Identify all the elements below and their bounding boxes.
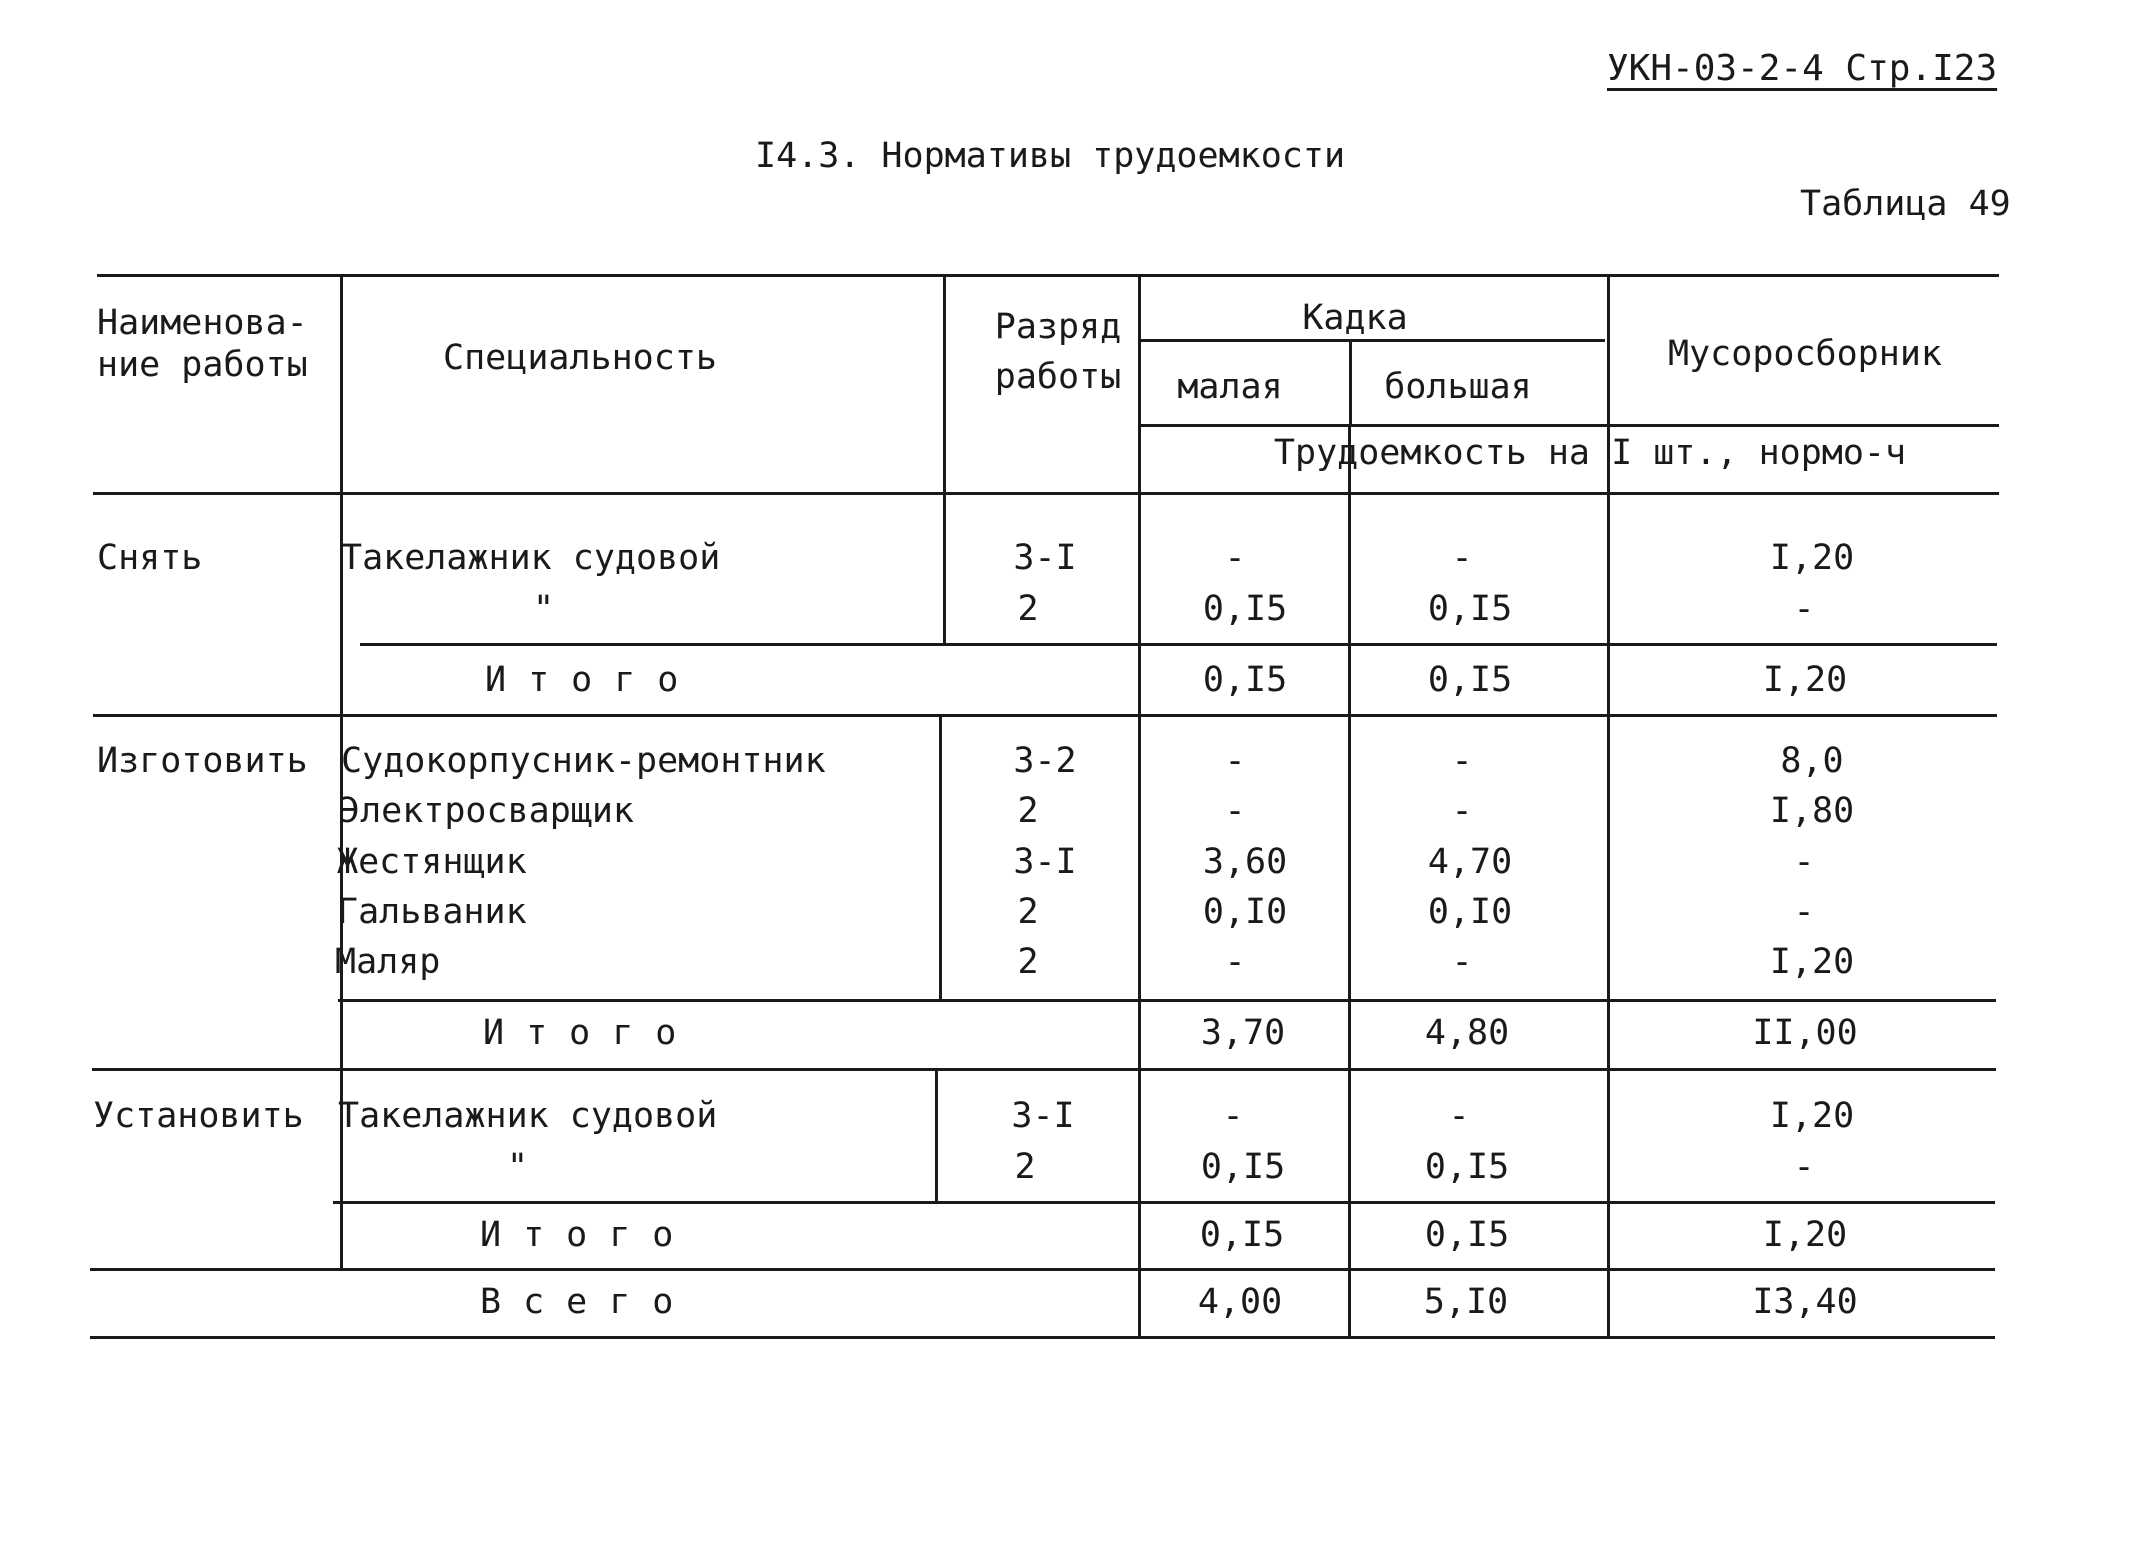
grade-cell: 3-2 bbox=[1013, 741, 1077, 781]
work-name-remove: Снять bbox=[97, 538, 203, 578]
collector-cell: - bbox=[1793, 1147, 1815, 1187]
specialty-cell: Электросварщик bbox=[339, 791, 635, 831]
large-cell: - bbox=[1448, 1096, 1470, 1136]
section-title: I4.3. Нормативы трудоемкости bbox=[755, 136, 1346, 176]
small-cell: 4,00 bbox=[1197, 1282, 1283, 1322]
collector-cell: I,20 bbox=[1769, 538, 1855, 578]
large-cell: 4,70 bbox=[1427, 842, 1513, 882]
collector-cell: - bbox=[1793, 589, 1815, 629]
small-cell: 3,70 bbox=[1200, 1013, 1286, 1053]
header-small: малая bbox=[1177, 367, 1283, 407]
specialty-cell: Жестянщик bbox=[337, 842, 527, 882]
collector-cell: I,20 bbox=[1769, 1096, 1855, 1136]
work-name-install: Установить bbox=[93, 1096, 304, 1136]
collector-cell: 8,0 bbox=[1780, 741, 1844, 781]
collector-cell: I,20 bbox=[1762, 660, 1848, 700]
grand-total-label: Всего bbox=[480, 1282, 696, 1322]
total-label: Итого bbox=[480, 1215, 696, 1255]
collector-cell: - bbox=[1793, 842, 1815, 882]
total-label: Итого bbox=[485, 660, 701, 700]
grade-cell: 2 bbox=[1014, 1147, 1036, 1187]
large-cell: 0,I5 bbox=[1424, 1215, 1510, 1255]
grade-cell: 3-I bbox=[1013, 842, 1077, 882]
large-cell: 5,I0 bbox=[1423, 1282, 1509, 1322]
small-cell: 0,I5 bbox=[1202, 660, 1288, 700]
small-cell: 0,I5 bbox=[1202, 589, 1288, 629]
grade-cell: 2 bbox=[1017, 791, 1039, 831]
large-cell: 0,I5 bbox=[1424, 1147, 1510, 1187]
collector-cell: I,20 bbox=[1769, 942, 1855, 982]
table-label: Таблица 49 bbox=[1800, 184, 2011, 224]
header-specialty: Специальность bbox=[443, 338, 717, 378]
small-cell: 0,I5 bbox=[1199, 1215, 1285, 1255]
collector-cell: I,80 bbox=[1769, 791, 1855, 831]
collector-cell: II,00 bbox=[1752, 1013, 1858, 1053]
header-grade: Разряд работы bbox=[994, 307, 1122, 397]
small-cell: - bbox=[1224, 538, 1246, 578]
small-cell: - bbox=[1224, 741, 1246, 781]
large-cell: 0,I0 bbox=[1427, 892, 1513, 932]
large-cell: - bbox=[1451, 741, 1473, 781]
grade-cell: 2 bbox=[1017, 589, 1039, 629]
small-cell: 0,I5 bbox=[1200, 1147, 1286, 1187]
specialty-cell: Судокорпусник-ремонтник bbox=[341, 741, 826, 781]
small-cell: - bbox=[1224, 942, 1246, 982]
collector-cell: I,20 bbox=[1762, 1215, 1848, 1255]
large-cell: - bbox=[1451, 791, 1473, 831]
grade-cell: 3-I bbox=[1013, 538, 1077, 578]
grade-cell: 2 bbox=[1017, 892, 1039, 932]
header-work-name: Наименова- ние работы bbox=[97, 303, 308, 385]
header-large: большая bbox=[1384, 367, 1532, 407]
small-cell: 3,60 bbox=[1202, 842, 1288, 882]
work-name-manufacture: Изготовить bbox=[97, 741, 308, 781]
specialty-cell: Такелажник судовой bbox=[338, 1096, 718, 1136]
grade-cell: 2 bbox=[1017, 942, 1039, 982]
large-cell: - bbox=[1451, 538, 1473, 578]
small-cell: 0,I0 bbox=[1202, 892, 1288, 932]
total-label: Итого bbox=[483, 1013, 699, 1053]
collector-cell: I3,40 bbox=[1752, 1282, 1858, 1322]
header-collector: Мусоросборник bbox=[1668, 334, 1942, 374]
specialty-cell: " bbox=[507, 1147, 529, 1187]
document-code: УКН-03-2-4 Стр.I23 bbox=[1607, 48, 1998, 89]
small-cell: - bbox=[1224, 791, 1246, 831]
specialty-cell: " bbox=[533, 589, 555, 629]
large-cell: 0,I5 bbox=[1427, 589, 1513, 629]
small-cell: - bbox=[1222, 1096, 1244, 1136]
specialty-cell: Гальваник bbox=[337, 892, 527, 932]
large-cell: 0,I5 bbox=[1427, 660, 1513, 700]
large-cell: 4,80 bbox=[1424, 1013, 1510, 1053]
header-kadka: Кадка bbox=[1302, 298, 1408, 338]
grade-cell: 3-I bbox=[1011, 1096, 1075, 1136]
header-labor-unit: Трудоемкость на I шт., нормо-ч bbox=[1273, 433, 1907, 473]
specialty-cell: Маляр bbox=[335, 942, 441, 982]
collector-cell: - bbox=[1793, 892, 1815, 932]
specialty-cell: Такелажник судовой bbox=[341, 538, 721, 578]
large-cell: - bbox=[1451, 942, 1473, 982]
